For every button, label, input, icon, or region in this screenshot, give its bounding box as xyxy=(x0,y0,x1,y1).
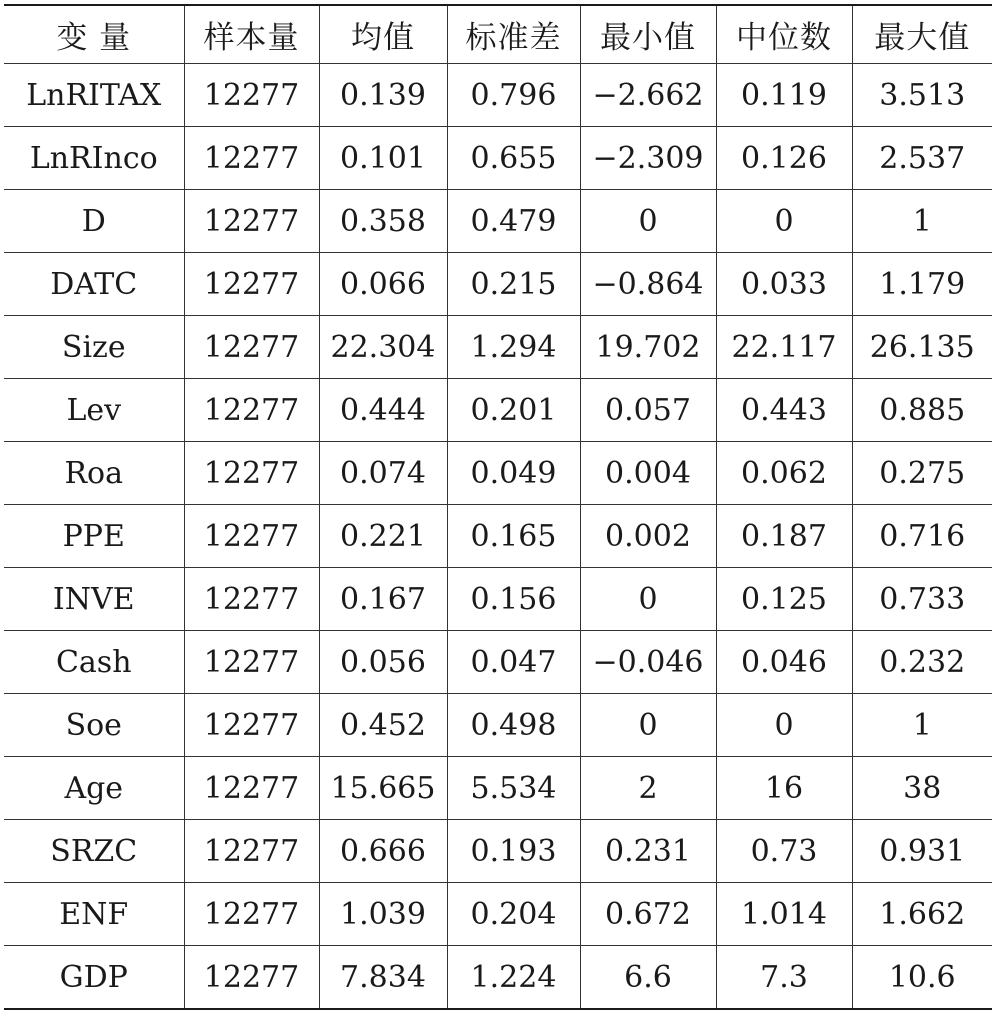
table-row xyxy=(4,694,992,757)
header-variable: 变 量 xyxy=(4,5,184,64)
cell-mean: 0.056 xyxy=(319,631,447,694)
cell-max: 3.513 xyxy=(852,64,992,127)
cell-mean: 0.139 xyxy=(319,64,447,127)
cell-variable: INVE xyxy=(4,568,184,631)
table-row xyxy=(4,631,992,694)
cell-median: 0.119 xyxy=(716,64,852,127)
cell-mean: 0.167 xyxy=(319,568,447,631)
statistics-table-container xyxy=(4,4,992,1010)
cell-variable: DATC xyxy=(4,253,184,316)
cell-std-dev: 0.047 xyxy=(447,631,580,694)
cell-median: 0.126 xyxy=(716,127,852,190)
cell-std-dev: 1.224 xyxy=(447,946,580,1010)
cell-median: 7.3 xyxy=(716,946,852,1010)
cell-variable: D xyxy=(4,190,184,253)
cell-std-dev: 0.193 xyxy=(447,820,580,883)
cell-sample-size: 12277 xyxy=(184,64,319,127)
cell-variable: SRZC xyxy=(4,820,184,883)
cell-max: 1.662 xyxy=(852,883,992,946)
cell-variable: Size xyxy=(4,316,184,379)
cell-std-dev: 0.215 xyxy=(447,253,580,316)
cell-sample-size: 12277 xyxy=(184,631,319,694)
cell-std-dev: 0.479 xyxy=(447,190,580,253)
cell-max: 38 xyxy=(852,757,992,820)
header-std-dev: 标准差 xyxy=(447,5,580,64)
cell-mean: 0.452 xyxy=(319,694,447,757)
cell-variable: Roa xyxy=(4,442,184,505)
cell-min: 0 xyxy=(580,568,716,631)
cell-min: −0.864 xyxy=(580,253,716,316)
table-row xyxy=(4,190,992,253)
cell-max: 0.232 xyxy=(852,631,992,694)
table-row xyxy=(4,127,992,190)
cell-variable: Soe xyxy=(4,694,184,757)
cell-sample-size: 12277 xyxy=(184,379,319,442)
table-row xyxy=(4,442,992,505)
cell-min: 0.231 xyxy=(580,820,716,883)
cell-std-dev: 5.534 xyxy=(447,757,580,820)
cell-max: 1.179 xyxy=(852,253,992,316)
cell-min: −0.046 xyxy=(580,631,716,694)
cell-min: 0.002 xyxy=(580,505,716,568)
descriptive-statistics-table xyxy=(4,4,992,1010)
cell-max: 0.716 xyxy=(852,505,992,568)
table-row xyxy=(4,505,992,568)
cell-std-dev: 0.201 xyxy=(447,379,580,442)
cell-variable: Cash xyxy=(4,631,184,694)
header-min: 最小值 xyxy=(580,5,716,64)
cell-sample-size: 12277 xyxy=(184,883,319,946)
table-row xyxy=(4,379,992,442)
table-body xyxy=(4,64,992,1010)
cell-median: 22.117 xyxy=(716,316,852,379)
cell-variable: Lev xyxy=(4,379,184,442)
cell-mean: 0.066 xyxy=(319,253,447,316)
cell-median: 1.014 xyxy=(716,883,852,946)
cell-variable: GDP xyxy=(4,946,184,1010)
cell-median: 0.062 xyxy=(716,442,852,505)
cell-variable: ENF xyxy=(4,883,184,946)
cell-variable: LnRInco xyxy=(4,127,184,190)
cell-max: 0.885 xyxy=(852,379,992,442)
cell-variable: Age xyxy=(4,757,184,820)
cell-std-dev: 0.498 xyxy=(447,694,580,757)
cell-mean: 7.834 xyxy=(319,946,447,1010)
cell-sample-size: 12277 xyxy=(184,253,319,316)
cell-min: 6.6 xyxy=(580,946,716,1010)
cell-variable: LnRITAX xyxy=(4,64,184,127)
cell-sample-size: 12277 xyxy=(184,694,319,757)
cell-std-dev: 0.796 xyxy=(447,64,580,127)
cell-sample-size: 12277 xyxy=(184,820,319,883)
cell-mean: 0.666 xyxy=(319,820,447,883)
cell-max: 1 xyxy=(852,694,992,757)
table-row xyxy=(4,883,992,946)
cell-std-dev: 0.156 xyxy=(447,568,580,631)
cell-sample-size: 12277 xyxy=(184,442,319,505)
cell-max: 0.733 xyxy=(852,568,992,631)
cell-sample-size: 12277 xyxy=(184,568,319,631)
cell-sample-size: 12277 xyxy=(184,316,319,379)
cell-std-dev: 0.165 xyxy=(447,505,580,568)
cell-median: 0 xyxy=(716,190,852,253)
cell-max: 0.275 xyxy=(852,442,992,505)
cell-median: 0.443 xyxy=(716,379,852,442)
header-sample-size: 样本量 xyxy=(184,5,319,64)
cell-max: 0.931 xyxy=(852,820,992,883)
cell-sample-size: 12277 xyxy=(184,190,319,253)
header-row xyxy=(4,5,992,64)
cell-mean: 1.039 xyxy=(319,883,447,946)
cell-std-dev: 1.294 xyxy=(447,316,580,379)
cell-median: 16 xyxy=(716,757,852,820)
cell-min: 0.004 xyxy=(580,442,716,505)
cell-median: 0.125 xyxy=(716,568,852,631)
cell-std-dev: 0.049 xyxy=(447,442,580,505)
cell-mean: 0.444 xyxy=(319,379,447,442)
table-header xyxy=(4,5,992,64)
header-max: 最大值 xyxy=(852,5,992,64)
cell-mean: 22.304 xyxy=(319,316,447,379)
cell-median: 0.187 xyxy=(716,505,852,568)
cell-min: −2.662 xyxy=(580,64,716,127)
cell-min: 0.057 xyxy=(580,379,716,442)
cell-std-dev: 0.204 xyxy=(447,883,580,946)
cell-sample-size: 12277 xyxy=(184,505,319,568)
cell-mean: 0.358 xyxy=(319,190,447,253)
cell-min: 19.702 xyxy=(580,316,716,379)
cell-median: 0.033 xyxy=(716,253,852,316)
cell-max: 2.537 xyxy=(852,127,992,190)
cell-median: 0.73 xyxy=(716,820,852,883)
cell-median: 0.046 xyxy=(716,631,852,694)
table-row xyxy=(4,64,992,127)
table-row xyxy=(4,316,992,379)
cell-max: 1 xyxy=(852,190,992,253)
cell-sample-size: 12277 xyxy=(184,127,319,190)
cell-sample-size: 12277 xyxy=(184,757,319,820)
cell-mean: 0.221 xyxy=(319,505,447,568)
cell-mean: 0.101 xyxy=(319,127,447,190)
table-row xyxy=(4,820,992,883)
cell-max: 10.6 xyxy=(852,946,992,1010)
table-row xyxy=(4,946,992,1010)
header-mean: 均值 xyxy=(319,5,447,64)
cell-max: 26.135 xyxy=(852,316,992,379)
cell-min: 2 xyxy=(580,757,716,820)
table-row xyxy=(4,568,992,631)
cell-variable: PPE xyxy=(4,505,184,568)
cell-min: 0.672 xyxy=(580,883,716,946)
cell-mean: 0.074 xyxy=(319,442,447,505)
table-row xyxy=(4,757,992,820)
cell-mean: 15.665 xyxy=(319,757,447,820)
cell-min: 0 xyxy=(580,190,716,253)
header-median: 中位数 xyxy=(716,5,852,64)
cell-sample-size: 12277 xyxy=(184,946,319,1010)
cell-median: 0 xyxy=(716,694,852,757)
cell-min: 0 xyxy=(580,694,716,757)
cell-min: −2.309 xyxy=(580,127,716,190)
cell-std-dev: 0.655 xyxy=(447,127,580,190)
table-row xyxy=(4,253,992,316)
